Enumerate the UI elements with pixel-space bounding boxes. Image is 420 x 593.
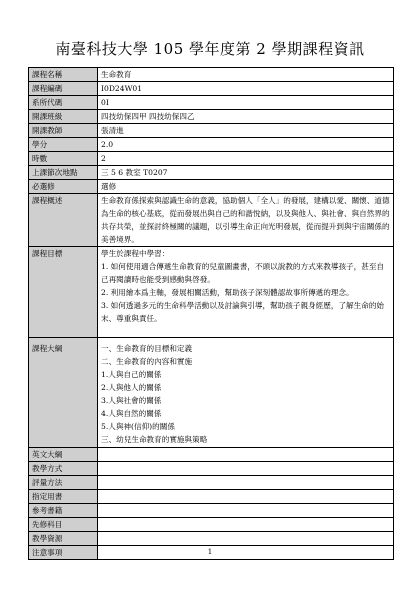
value-credits: 2.0 <box>98 138 394 152</box>
label-teaching-method: 教學方式 <box>29 462 98 476</box>
goals-list <box>101 247 390 325</box>
row-resources <box>29 532 394 546</box>
label-notes: 注意事項 <box>29 546 98 560</box>
row-reference-books <box>29 504 394 518</box>
label-course-code: 課程編碼 <box>29 82 98 96</box>
outline-line: 3.人與社會的關係 <box>101 396 162 405</box>
row-overview <box>29 194 394 247</box>
value-goals <box>98 247 394 338</box>
value-required: 選修 <box>98 180 394 194</box>
value-time-location: 三 5 6 教室 T0207 <box>98 166 394 180</box>
value-outline <box>98 338 394 448</box>
label-overview: 課程概述 <box>29 194 98 247</box>
label-teacher: 開課教師 <box>29 124 98 138</box>
row-course-name <box>29 68 394 82</box>
label-prerequisites: 先修科目 <box>29 518 98 532</box>
label-dept-code: 系所代碼 <box>29 96 98 110</box>
row-course-code <box>29 82 394 96</box>
overview-text: 生命教育係探索與認識生命的意義，協助個人「全人」的發展，建構以愛、關懷、道德為生命的核心基底，從而發展出與自己的和諧悅納，以及與他人、與社會、與自然界的共存共榮，並探討終極關的議題，以引導生命正向光明發展，從而提升到與宇宙關係的美善境界。 <box>101 196 390 244</box>
outline-line: 三、幼兒生命教育的實施與策略 <box>101 435 208 444</box>
row-classes <box>29 110 394 124</box>
label-goals: 課程目標 <box>29 247 98 338</box>
label-grading: 評量方法 <box>29 476 98 490</box>
value-english-outline <box>98 448 394 462</box>
value-teacher: 張清進 <box>98 124 394 138</box>
outline-line: 2.人與他人的關係 <box>101 383 162 392</box>
value-resources <box>98 532 394 546</box>
row-teaching-method <box>29 462 394 476</box>
value-grading <box>98 476 394 490</box>
goals-line: 1. 如何使用適合傳遞生命教育的兒童圖畫書，不頭以說教的方式來教導孩子，甚至自己再閱讀時也能受到感動與啓發。 <box>101 262 385 284</box>
value-hours: 2 <box>98 152 394 166</box>
row-dept-code <box>29 96 394 110</box>
value-dept-code: 0I <box>98 96 394 110</box>
outline-line: 5.人與神(信仰)的關係 <box>101 422 175 431</box>
goals-line: 3. 如何透過多元的生命科學活動以及討論與引導，幫助孩子親身經歷，了解生命的始末、尊重與責任。 <box>101 301 385 323</box>
value-prerequisites <box>98 518 394 532</box>
outline-line: 4.人與自然的關係 <box>101 409 162 418</box>
goals-line: 2. 利用繪本爲主軸，發展相關活動，幫助孩子深刻體認故事所傳遞的理念。 <box>101 288 354 297</box>
label-hours: 時數 <box>29 152 98 166</box>
row-prerequisites <box>29 518 394 532</box>
outline-line: 一、生命教育的目標和定義 <box>101 344 193 353</box>
row-goals <box>29 247 394 338</box>
row-required <box>29 180 394 194</box>
label-classes: 開課班級 <box>29 110 98 124</box>
outline-list <box>101 342 390 446</box>
page-number: 1 <box>207 548 213 556</box>
row-time-location <box>29 166 394 180</box>
row-assigned-books <box>29 490 394 504</box>
row-english-outline <box>29 448 394 462</box>
label-required: 必選修 <box>29 180 98 194</box>
value-assigned-books <box>98 490 394 504</box>
goals-line: 學生於課程中學習： <box>101 249 170 258</box>
row-grading <box>29 476 394 490</box>
row-teacher <box>29 124 394 138</box>
outline-line: 1.人與自己的關係 <box>101 370 162 379</box>
label-time-location: 上課節次地點 <box>29 166 98 180</box>
value-course-code: I0D24W01 <box>98 82 394 96</box>
label-outline: 課程大綱 <box>29 338 98 448</box>
row-credits <box>29 138 394 152</box>
label-resources: 教學資源 <box>29 532 98 546</box>
value-teaching-method <box>98 462 394 476</box>
label-english-outline: 英文大綱 <box>29 448 98 462</box>
outline-line: 二、生命教育的內容和實施 <box>101 357 193 366</box>
label-reference-books: 參考書籍 <box>29 504 98 518</box>
label-course-name: 課程名稱 <box>29 68 98 82</box>
value-overview <box>98 194 394 247</box>
page-title: 南臺科技大學 105 學年度第 2 學期課程資訊 <box>55 40 365 58</box>
value-course-name: 生命教育 <box>98 68 394 82</box>
row-outline <box>29 338 394 448</box>
course-info-table <box>28 67 394 560</box>
label-credits: 學分 <box>29 138 98 152</box>
row-hours <box>29 152 394 166</box>
label-assigned-books: 指定用書 <box>29 490 98 504</box>
value-reference-books <box>98 504 394 518</box>
value-classes: 四技幼保四甲 四技幼保四乙 <box>98 110 394 124</box>
